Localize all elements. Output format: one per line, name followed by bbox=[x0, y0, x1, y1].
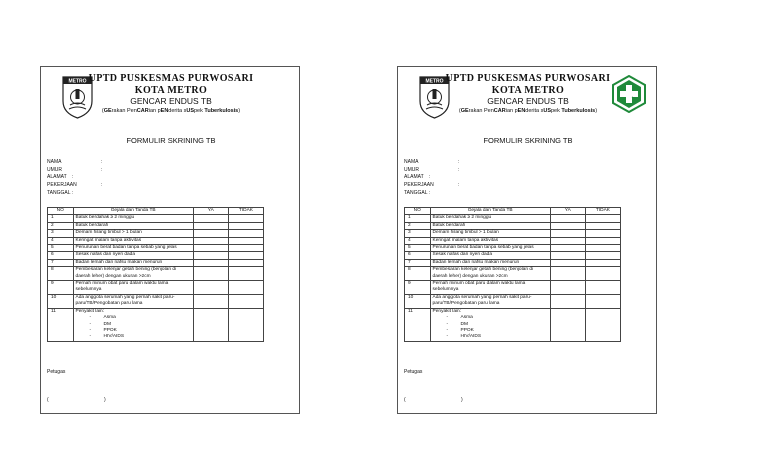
col-symptom: Gejala dan Tanda TB bbox=[430, 208, 550, 215]
table-row: 3 Demam hilang timbul > 1 bulan bbox=[48, 230, 264, 237]
checkbox-ya[interactable] bbox=[193, 215, 228, 222]
checkbox-ya[interactable] bbox=[193, 230, 228, 237]
table-row: 6 Sesak nafas dan nyeri dada bbox=[405, 252, 621, 259]
petugas-label: Petugas bbox=[47, 369, 66, 375]
checkbox-tidak[interactable] bbox=[585, 245, 620, 252]
table-header-row bbox=[405, 208, 621, 215]
field-tanggal: TANGGAL : bbox=[47, 189, 74, 196]
field-tanggal: TANGGAL : bbox=[404, 189, 431, 196]
table-row: 1 Batuk berdahak ≥ 2 minggu bbox=[48, 215, 264, 222]
checkbox-ya[interactable] bbox=[550, 267, 585, 281]
table-row: 8 Pembesaran kelenjar getah bening (benjolan di daerah leher) dengan ukuran >2cm bbox=[48, 267, 264, 281]
form-right bbox=[397, 66, 657, 414]
field-nama: NAMA : bbox=[47, 159, 103, 165]
col-no: NO bbox=[48, 208, 74, 215]
table-row: 7 Badan lemah dan nafsu makan menurun bbox=[405, 259, 621, 266]
form-left bbox=[40, 66, 300, 414]
disease-item: - HIV/AIDS bbox=[89, 334, 125, 340]
table-header-row bbox=[48, 208, 264, 215]
checkbox-ya[interactable] bbox=[550, 308, 585, 341]
table-row: 7 Badan lemah dan nafsu makan menurun bbox=[48, 259, 264, 266]
table-row: 5 Penurunan berat badan tanpa sebab yang jelas bbox=[405, 245, 621, 252]
checkbox-ya[interactable] bbox=[193, 245, 228, 252]
org-line-2: KOTA METRO bbox=[491, 85, 565, 96]
checkbox-ya[interactable] bbox=[550, 281, 585, 295]
checkbox-tidak[interactable] bbox=[228, 222, 263, 229]
program-tagline: (GErakan PenCARian pENderita sUSpek Tuberkulosis) bbox=[458, 108, 598, 114]
symptom-table bbox=[404, 207, 621, 342]
checkbox-tidak[interactable] bbox=[585, 294, 620, 308]
checkbox-ya[interactable] bbox=[193, 281, 228, 295]
table-row: 4 Keringat malam tanpa aktivitas bbox=[48, 237, 264, 244]
table-row: 10 Ada anggota serumah yang pernah sakit paru-paru/TB/Pengobatan paru lama bbox=[48, 294, 264, 308]
checkbox-ya[interactable] bbox=[550, 259, 585, 266]
checkbox-tidak[interactable] bbox=[585, 237, 620, 244]
checkbox-tidak[interactable] bbox=[228, 252, 263, 259]
checkbox-tidak[interactable] bbox=[585, 215, 620, 222]
checkbox-ya[interactable] bbox=[550, 230, 585, 237]
other-diseases-label: Penyakit lain: bbox=[432, 308, 462, 314]
checkbox-ya[interactable] bbox=[550, 252, 585, 259]
disease-item: - Asma bbox=[89, 315, 116, 321]
checkbox-ya[interactable] bbox=[193, 237, 228, 244]
col-tidak: TIDAK bbox=[228, 208, 263, 215]
checkbox-tidak[interactable] bbox=[228, 230, 263, 237]
col-ya: YA bbox=[193, 208, 228, 215]
field-umur: UMUR : bbox=[404, 166, 460, 173]
field-umur: UMUR : bbox=[47, 166, 103, 173]
program-name: GENCAR ENDUS TB bbox=[487, 96, 569, 106]
table-row: 2 Batuk berdarah bbox=[405, 222, 621, 229]
disease-item: - Asma bbox=[446, 315, 473, 321]
checkbox-tidak[interactable] bbox=[228, 308, 263, 341]
checkbox-tidak[interactable] bbox=[228, 259, 263, 266]
checkbox-ya[interactable] bbox=[193, 259, 228, 266]
checkbox-tidak[interactable] bbox=[228, 245, 263, 252]
form-title: FORMULIR SKRINING TB bbox=[483, 136, 573, 145]
checkbox-tidak[interactable] bbox=[228, 237, 263, 244]
table-row: 2 Batuk berdarah bbox=[48, 222, 264, 229]
disease-item: - PPOK bbox=[446, 327, 474, 333]
org-line-1: UPTD PUSKESMAS PURWOSARI bbox=[88, 73, 254, 84]
checkbox-ya[interactable] bbox=[550, 222, 585, 229]
field-nama: NAMA : bbox=[404, 159, 460, 165]
checkbox-tidak[interactable] bbox=[585, 222, 620, 229]
table-row: 8 Pembesaran kelenjar getah bening (benjolan di daerah leher) dengan ukuran >2cm bbox=[405, 267, 621, 281]
table-row: 3 Demam hilang timbul > 1 bulan bbox=[405, 230, 621, 237]
table-row: 1 Batuk berdahak ≥ 2 minggu bbox=[405, 215, 621, 222]
field-pekerjaan: PEKERJAAN : bbox=[404, 182, 460, 189]
disease-item: - PPOK bbox=[89, 327, 117, 333]
col-tidak: TIDAK bbox=[585, 208, 620, 215]
col-no: NO bbox=[405, 208, 431, 215]
col-ya: YA bbox=[550, 208, 585, 215]
checkbox-ya[interactable] bbox=[193, 308, 228, 341]
checkbox-ya[interactable] bbox=[193, 294, 228, 308]
table-row: 11 Penyakit lain: - Asma - DM - PPOK - HIV/AIDS bbox=[405, 308, 621, 341]
checkbox-tidak[interactable] bbox=[585, 259, 620, 266]
checkbox-ya[interactable] bbox=[550, 237, 585, 244]
table-row: 6 Sesak nafas dan nyeri dada bbox=[48, 252, 264, 259]
checkbox-tidak[interactable] bbox=[585, 308, 620, 341]
checkbox-ya[interactable] bbox=[193, 267, 228, 281]
table-row: 4 Keringat malam tanpa aktivitas bbox=[405, 237, 621, 244]
checkbox-tidak[interactable] bbox=[585, 230, 620, 237]
org-line-1: UPTD PUSKESMAS PURWOSARI bbox=[445, 73, 611, 84]
table-row: 9 Pernah minum obat paru dalam waktu lama sebelumnya bbox=[405, 281, 621, 295]
symptom-table bbox=[47, 207, 264, 342]
table-row: 11 Penyakit lain: - Asma - DM - PPOK - HIV/AIDS bbox=[48, 308, 264, 341]
program-tagline: (GErakan PenCARian pENderita sUSpek Tuberkulosis) bbox=[101, 108, 241, 114]
checkbox-tidak[interactable] bbox=[228, 281, 263, 295]
org-line-2: KOTA METRO bbox=[134, 85, 208, 96]
checkbox-ya[interactable] bbox=[550, 245, 585, 252]
signature-line: ( ) bbox=[404, 397, 463, 403]
identity-fields bbox=[404, 159, 514, 198]
col-symptom: Gejala dan Tanda TB bbox=[73, 208, 193, 215]
disease-item: - DM bbox=[446, 321, 468, 327]
checkbox-ya[interactable] bbox=[550, 294, 585, 308]
field-pekerjaan: PEKERJAAN : bbox=[47, 182, 103, 189]
checkbox-ya[interactable] bbox=[550, 215, 585, 222]
org-name bbox=[41, 73, 301, 97]
logo-label: METRO bbox=[425, 78, 444, 85]
signature-line: ( ) bbox=[47, 397, 106, 403]
field-alamat: ALAMAT : bbox=[47, 174, 74, 181]
table-row: 5 Penurunan berat badan tanpa sebab yang jelas bbox=[48, 245, 264, 252]
checkbox-ya[interactable] bbox=[193, 252, 228, 259]
disease-item: - DM bbox=[89, 321, 111, 327]
field-alamat: ALAMAT : bbox=[404, 174, 431, 181]
table-row: 10 Ada anggota serumah yang pernah sakit paru-paru/TB/Pengobatan paru lama bbox=[405, 294, 621, 308]
disease-item: - HIV/AIDS bbox=[446, 334, 482, 340]
checkbox-tidak[interactable] bbox=[585, 252, 620, 259]
identity-fields bbox=[47, 159, 157, 198]
form-title: FORMULIR SKRINING TB bbox=[126, 136, 216, 145]
program-name: GENCAR ENDUS TB bbox=[130, 96, 212, 106]
logo-label: METRO bbox=[68, 78, 87, 85]
checkbox-tidak[interactable] bbox=[585, 281, 620, 295]
checkbox-tidak[interactable] bbox=[228, 267, 263, 281]
checkbox-tidak[interactable] bbox=[228, 294, 263, 308]
table-row: 9 Pernah minum obat paru dalam waktu lama sebelumnya bbox=[48, 281, 264, 295]
org-name bbox=[398, 73, 658, 97]
checkbox-tidak[interactable] bbox=[585, 267, 620, 281]
other-diseases-label: Penyakit lain: bbox=[75, 308, 105, 314]
petugas-label: Petugas bbox=[404, 369, 423, 375]
checkbox-ya[interactable] bbox=[193, 222, 228, 229]
checkbox-tidak[interactable] bbox=[228, 215, 263, 222]
